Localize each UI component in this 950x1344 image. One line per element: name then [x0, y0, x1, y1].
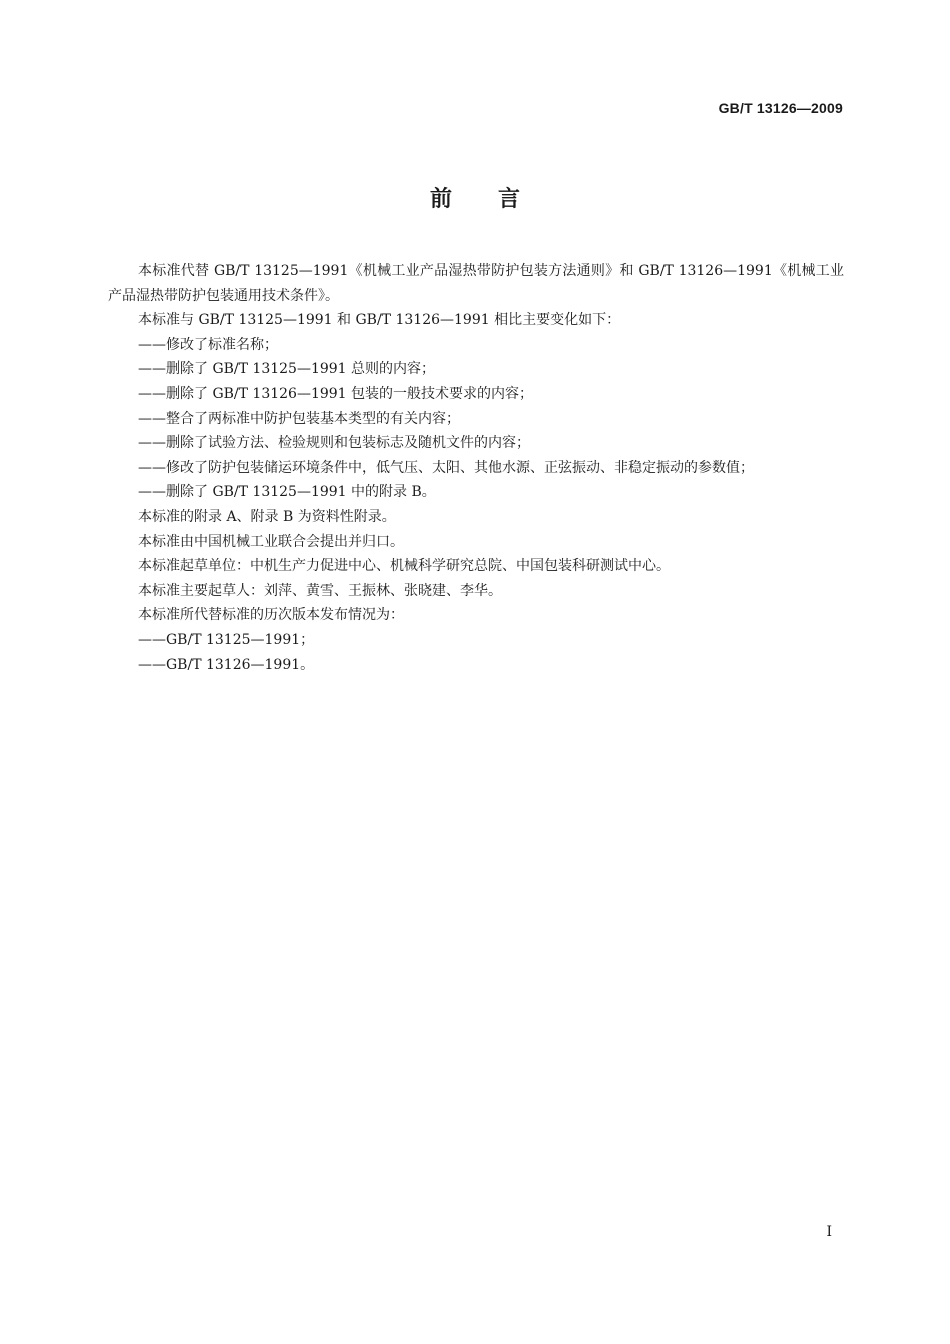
change-item: ——删除了 GB/T 13125—1991 中的附录 B。: [138, 484, 436, 501]
foreword-body: [108, 259, 844, 677]
page-number: I: [826, 1224, 832, 1240]
standard-code: GB/T 13126—2009: [718, 100, 843, 116]
change-item: ——删除了 GB/T 13125—1991 总则的内容；: [138, 361, 436, 378]
changes-intro-paragraph: 本标准与 GB/T 13125—1991 和 GB/T 13126—1991 相比主要变化如下：: [138, 312, 621, 329]
change-item: ——删除了 GB/T 13126—1991 包装的一般技术要求的内容；: [138, 385, 534, 402]
appendix-paragraph: 本标准的附录 A、附录 B 为资料性附录。: [138, 508, 396, 525]
history-item: ——GB/T 13126—1991。: [138, 656, 315, 673]
page-title: 前言: [429, 187, 566, 212]
change-item: ——整合了两标准中防护包装基本类型的有关内容；: [138, 410, 460, 427]
history-intro-paragraph: 本标准所代替标准的历次版本发布情况为：: [138, 607, 404, 624]
change-item: ——修改了标准名称；: [138, 336, 278, 353]
drafters-paragraph: 本标准主要起草人：刘萍、黄雪、王振林、张晓建、李华。: [138, 582, 502, 599]
drafting-units-paragraph: 本标准起草单位：中机生产力促进中心、机械科学研究总院、中国包装科研测试中心。: [138, 558, 670, 575]
history-item: ——GB/T 13125—1991；: [138, 631, 315, 648]
change-item: ——修改了防护包装储运环境条件中，低气压、太阳、其他水源、正弦振动、非稳定振动的参数值；: [138, 459, 754, 476]
proposer-paragraph: 本标准由中国机械工业联合会提出并归口。: [138, 533, 404, 550]
intro-paragraph: 本标准代替 GB/T 13125—1991《机械工业产品湿热带防护包装方法通则》和 GB/T 13126—1991《机械工业产品湿热带防护包装通用技术条件》。: [108, 263, 844, 304]
change-item: ——删除了试验方法、检验规则和包装标志及随机文件的内容；: [138, 435, 530, 452]
